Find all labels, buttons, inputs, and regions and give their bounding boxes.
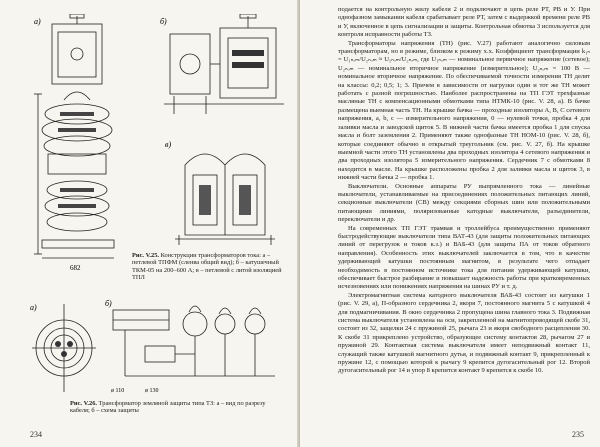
paragraph-3: Выключатели. Основные аппараты РУ выпрямленного тока — линейные выключатели, устанавливаемые на присоединениях положительных питающих линий, секционные выключатели (СВ) между секциями сборных шин или положительными питающими линиями, поляризованные катодные выключатели, разъединители, переключатели и др. <box>338 182 590 224</box>
paragraph-5: Электромагнитная система катодного выключателя ВАБ-43 состоит из катушки 1 (рис. V. 29, а), П-образного сердечника 2, якоря 7, постоянного магнита 5 с катушкой 4 для подмагничивания. В окно сердечника 2 пропущена шина главного тока 3. Подвижная система выключателя установлена на оси, закрепленной на магнитопроводящей скобе 31, состоит из 32, защелки 24 с пружиной 25, рычага 23 и якоря свободного расцепления 30. К скобе 31 прикреплено устройство, образующее систему контактов 28, рычагом 27 и пружиной 29. Контактная система выключателя имеет неподвижный контакт 11, служащий также катушкой магнитного дутья, и подвижный контакт 9, прикрепленный к пружине 12, с помощью которой к рычагу 9 крепится дугогасительный рог 12. Второй дугогасительный рог 14 и упор 8 крепится контакт 9 крепится к скобе 10. <box>338 291 590 375</box>
figure-letter-a: а) <box>34 17 41 26</box>
dimension-d110: ø 110 <box>111 388 125 394</box>
figure-v26-label: Рис. V.26. <box>70 400 97 407</box>
paragraph-1: подается на контрольную жилу кабеля 2 и подключают в цепь реле РТ, РВ и У. При однофазном замыкании кабеля срабатывает реле РТ, затем с выдержкой времени реле РВ и У, включенное в цепь сигнализации и защиты. Контрольная обмотка 3 используется для контроля исправности работы ТЗ. <box>338 6 590 39</box>
figure-v25c-ct-tpl <box>165 135 285 250</box>
figure-v26-title: Трансформатор земляной защиты типа ТЗ: <box>98 400 215 407</box>
figure-v26b-protection-scheme <box>105 296 285 396</box>
figure-v26-caption <box>70 400 285 415</box>
body-text <box>338 6 590 376</box>
figure-letter-b: б) <box>160 17 167 26</box>
figure-letter-v26a: а) <box>30 303 37 312</box>
paragraph-2: Трансформаторы напряжения (ТН) (рис. V.27) работают аналогично силовым трансформаторам, но в режиме, близком к режиму х.х. Коэффициент трансформации k₁ₙ = U₁ₙₒₘ/U₂ₙₒₘ ≈ U₁ₙₒₘ/U₂ₙₒₘ, где U₁ₙₒₘ — номинальное первичное напряжение (сетевое); U₂ₙₒₘ — номинальное вторичное напряжение (измерительное); U₂ₙₒₘ = 100 В — номинальное вторичное напряжение. По обеспечиваемой точности измерения ТН делят на классы: 0,2; 0,5; 1; 3. Причем в зависимости от нагрузки один и тот же ТН может работать с разной погрешностью. Наиболее распространены на ТП ГЭТ трехфазные масляные ТН с компенсационными обмотками типа НТМК-10 (рис. V. 28, а). В бачке размещена выемная часть ТН. На крышке бачка — проходные изоляторы А, В, С сетевого напряжения, а, b, с — измерительного напряжения, 0 — нулевой точки, пробка 4 для заливки масла и заводской щиток 5. В нижней части бачка имеется пробка 1 для спуска масла и болт заземления 2. Применяют также однофазные ТН НОМ-10 (рис. V. 28, б), которые соединяют обычно в открытый треугольник (см. рис. V. 27, б). На крышке выемной части этого ТН установлены два проходных изолятора 4 сетевого напряжения и два проходных изолятора 5 измерительного напряжения. Сердечник 7 с обмотками 8 находится в масле. На крышке расположены пробка 2 для заливки масла и щиток 3, в нижней части бачка 2 — пробка 1. <box>338 39 590 182</box>
figure-letter-v26b: б) <box>105 299 112 308</box>
page-number-left: 234 <box>30 430 42 439</box>
figure-v26a-cable-section <box>30 300 100 395</box>
figure-v25a-ct-tpfm <box>30 14 150 274</box>
figure-v26-text: а – вид по разрезу кабеля; б – схема защиты <box>70 400 266 415</box>
page-number-right: 235 <box>572 430 584 439</box>
figure-v25-label: Рис. V.25. <box>132 252 159 259</box>
right-page <box>300 0 600 447</box>
figure-v25-title: Конструкции трансформаторов тока: <box>160 252 261 259</box>
figure-v25-text: а – петлевой ТПФМ (сленва общий вид); б – катушечный ТКМ-05 на 200–600 А; в – петлевой с литой изоляцией ТПЛ <box>132 252 282 282</box>
figure-letter-c: в) <box>165 140 172 149</box>
figure-v25b-ct-tkm <box>160 14 290 134</box>
paragraph-4: На современных ТП ГЭТ трамвая и троллейбуса преимущественно применяют быстродействующие выключатели типа ВАТ-43 (для защиты положительных питающих линий от перегрузок и токов к.з.) и ВАБ-43 (для защиты ПА от токов обратного направления). Особенность этих выключателей заключается в том, что в качестве удерживающей катушки постоянным магнитом, в результате чего отпадает необходимость в постоянном источнике тока для питания удерживающей катушки, обеспечивает быстрое разбирание и повышает надежность работы при кратковременных исчезновениях или понижениях напряжения на шинах РУ и т. д. <box>338 224 590 291</box>
figure-v25-caption <box>132 252 292 282</box>
dimension-d130: ø 130 <box>145 388 159 394</box>
dimension-682: 682 <box>70 264 81 272</box>
